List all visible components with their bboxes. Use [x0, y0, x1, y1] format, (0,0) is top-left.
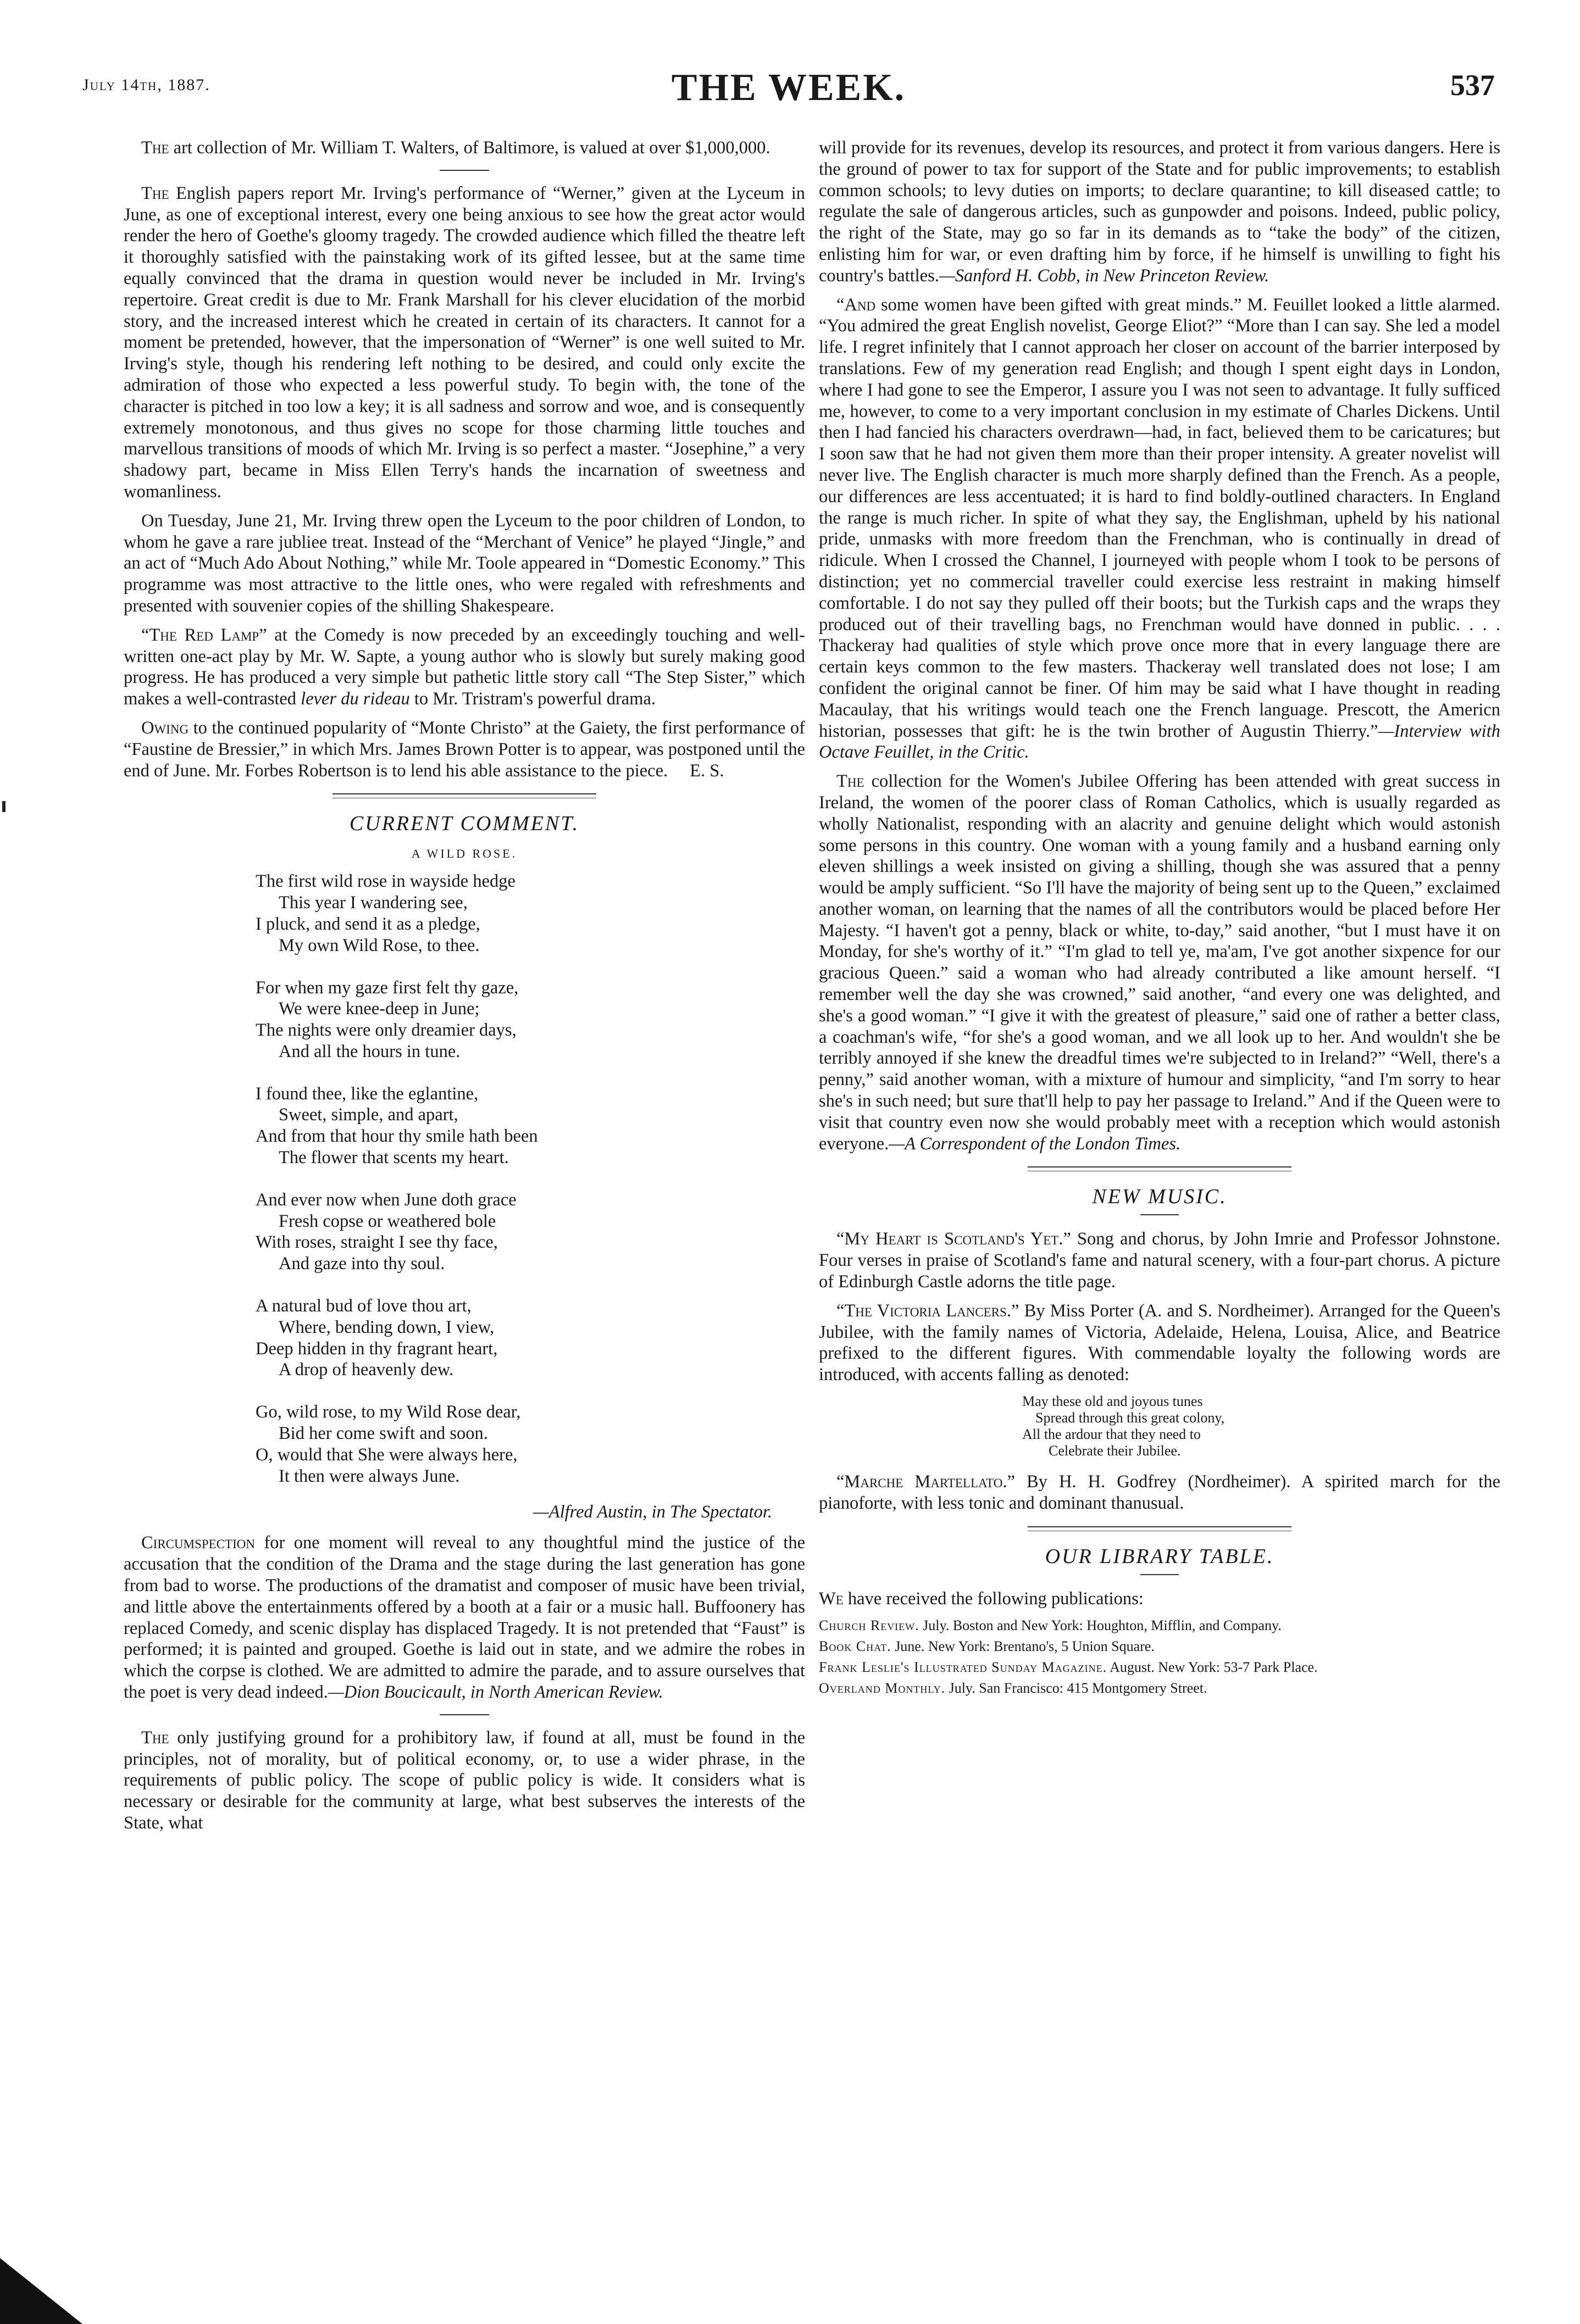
- lead-word: The: [836, 771, 864, 792]
- poem-line: And gaze into thy soul.: [279, 1254, 445, 1274]
- paragraph-prohibitory-law: [124, 1727, 805, 1834]
- poem-stanza: [256, 1083, 805, 1169]
- paragraph-feuillet-interview: [819, 294, 1500, 764]
- citation: —A Correspondent of the London Times.: [889, 1133, 1181, 1154]
- divider: [440, 1714, 489, 1715]
- paragraph-text-tail: to Mr. Tristram's powerful drama.: [409, 689, 656, 709]
- poem-line: A drop of heavenly dew.: [279, 1360, 454, 1380]
- poem-line: Where, bending down, I view,: [279, 1317, 495, 1337]
- divider: [1140, 1574, 1179, 1575]
- poem-line: Deep hidden in thy fragrant heart,: [256, 1338, 498, 1359]
- lead-word: The: [141, 138, 169, 158]
- divider: [440, 170, 489, 171]
- section-rule: [332, 793, 596, 794]
- paragraph-text: have received the following publications:: [843, 1588, 1144, 1609]
- poem-line: And all the hours in tune.: [279, 1041, 461, 1061]
- margin-mark: [2, 801, 5, 812]
- lead-word: “The Red Lamp: [141, 625, 259, 645]
- poem-line: Go, wild rose, to my Wild Rose dear,: [256, 1402, 521, 1422]
- right-column: [819, 137, 1500, 1700]
- verse-line: May these old and joyous tunes: [1022, 1393, 1203, 1410]
- left-column: [124, 137, 805, 1842]
- verse-line: Celebrate their Jubilee.: [1049, 1443, 1181, 1459]
- publication-details: July. Boston and New York: Houghton, Mifflin, and Company.: [919, 1617, 1282, 1634]
- poem-line: My own Wild Rose, to thee.: [279, 935, 480, 955]
- poem-line: I found thee, like the eglantine,: [256, 1083, 479, 1104]
- section-title-library-table: OUR LIBRARY TABLE.: [1045, 1544, 1274, 1568]
- paragraph-text: English papers report Mr. Irving's performance of “Werner,” given at the Lyceum in June, as one of exceptional interest, every one being anxious to see how the great actor would render the hero of Goethe's gloomy tragedy. The crowded audience which filled the theatre left it thoroughly satisfied with the painstaking work of its gifted lessee, but at the same time equally convinced that the drama in question would never be included in Mr. Irving's repertoire. Great credit is due to Mr. Frank Marshall for his clever elucidation of the morbid story, and the increased interest which he created in certain of its characters. It cannot for a moment be pretended, however, that the impersonation of “Werner” is one well suited to Mr. Irving's style, though his rendering left nothing to be desired, and could only excite the admiration of those who expected a less powerful study. To begin with, the tone of the character is pitched in too low a key; it is all sadness and sorrow and woe, and is consequently extremely monotonous, and thus gives no scope for those charming little touches and marvellous transitions of moods of which Mr. Irving is so perfect a master. “Josephine,” a very shadowy part, became in Miss Ellen Terry's hands the incarnation of sweetness and womanliness.: [124, 183, 805, 502]
- poem-stanza: [256, 1189, 805, 1275]
- poem-attribution: —Alfred Austin, in The Spectator.: [533, 1502, 772, 1522]
- poem-line: The nights were only dreamier days,: [256, 1020, 517, 1041]
- poem-stanza: [256, 977, 805, 1063]
- poem-line: Sweet, simple, and apart,: [279, 1105, 458, 1125]
- publication-list: [819, 1617, 1500, 1697]
- poem-stanza: [256, 1402, 805, 1487]
- poem-line: O, would that She were always here,: [256, 1444, 518, 1465]
- paragraph-text: ” at the Comedy is now preceded by an exceedingly touching and well-written one-act play by Mr. W. Sapte, a young author who is slowly but surely making good progress. He has produced a very simple but pathetic little story call “The Step Sister,” which makes a well-contrasted: [124, 625, 805, 709]
- lead-word: The: [141, 1727, 169, 1748]
- lead-word: Owing: [141, 718, 189, 738]
- paragraph-text: Song and chorus, by John Imrie and Professor Johnstone. Four verses in praise of Scotland's fame and natural scenery, with a four-part chorus. A picture of Edinburgh Castle adorns the title page.: [819, 1229, 1500, 1292]
- publication-entry: [819, 1659, 1500, 1676]
- lead-word: Circumspection: [141, 1533, 255, 1553]
- paragraph-text: for one moment will reveal to any thoughtful mind the justice of the accusation that the condition of the Drama and the stage during the last generation has gone from bad to worse. The productions of the dramatist and composer of music have been trivial, and little above the entertainments offered by a booth at a fair or a music hall. Buffoonery has replaced Comedy, and scenic display has displaced Tragedy. It is not pretended that “Faust” is performed; it is painted and grouped. Goethe is laid out in state, and we admire the robes in which the corpse is clothed. We are admitted to admire the parade, and to assure ourselves that the poet is very dead indeed.: [124, 1533, 805, 1703]
- paragraph-victoria-lancers: [819, 1300, 1500, 1386]
- lead-word: We: [819, 1588, 844, 1609]
- poem-line: Bid her come swift and soon.: [279, 1424, 488, 1444]
- paragraph-text: will provide for its revenues, develop its resources, and protect it from various dangers. Here is the ground of power to tax for support of the State and for public improvements; to establish common schools; to levy duties on imports; to declare quarantine; to kill diseased cattle; to regulate the sale of dangerous articles, such as gunpowder and poisons. Indeed, public policy, the right of the State, may go so far in its demands as to “take the body” of the citizen, enlisting him for war, or even drafting him by force, if he himself is unwilling to fight his country's battles.: [819, 138, 1500, 286]
- poem-line: We were knee-deep in June;: [279, 999, 480, 1019]
- paragraph-text: art collection of Mr. William T. Walters, of Baltimore, is valued at over $1,000,000.: [169, 138, 770, 158]
- poem-stanza: [256, 871, 805, 956]
- library-intro: [819, 1588, 1500, 1610]
- publication-details: June. New York: Brentano's, 5 Union Square.: [891, 1638, 1155, 1655]
- section-title-new-music: NEW MUSIC.: [1092, 1185, 1227, 1209]
- publication-entry: [819, 1617, 1500, 1634]
- publication-name: Frank Leslie's Illustrated Sunday Magazine.: [819, 1659, 1107, 1676]
- divider: [1140, 1214, 1179, 1215]
- paragraph-walters: [124, 137, 805, 159]
- page-header: [82, 66, 1495, 121]
- paragraph-irving-werner: [124, 183, 805, 503]
- paragraph-text: By Miss Porter (A. and S. Nordheimer). Arranged for the Queen's Jubilee, with the family names of Victoria, Adelaide, Helena, Louisa, Alice, and Beatrice prefixed to the different figures. With commendable loyalty the following words are introduced, with accents falling as denoted:: [819, 1300, 1500, 1385]
- lead-word: “My Heart is Scotland's Yet.”: [836, 1229, 1071, 1249]
- page-corner-shadow: [0, 2258, 82, 2324]
- poem-line: The flower that scents my heart.: [279, 1148, 509, 1168]
- poem-line: I pluck, and send it as a pledge,: [256, 914, 480, 934]
- poem-stanza: [256, 1296, 805, 1381]
- paragraph-text: collection for the Women's Jubilee Offering has been attended with great success in Ireland, the women of the poorer class of Roman Catholics, which is usually regarded as wholly Nationalist, responding with an alacrity and genuine delight which would astonish some persons in this country. One woman with a young family and a husband earning only eleven shillings a week insisted on giving a shilling, though she was assured that a penny would be amply sufficient. “So I'll have the majority of being sent up to the Queen,” exclaimed another woman, on learning that the names of all the contributors would be placed before Her Majesty. “I haven't got a penny, black or white, to-day,” said another, “but I must have it on Monday, for she's worthy of it.” “I'm glad to tell ye, ma'am, I've got another sixpence for our gracious Queen.” said a woman who had already contributed a like amount herself. “I remember well the day she was crowned,” said another, “and every one was delighted, and she's a good woman.” “I give it with the greatest of pleasure,” said one of rather a better class, a coachman's wife, “for she's a good woman, and we all look up to her. And wouldn't she be terribly annoyed if she knew the dreadful times we're subjected to in Ireland?” “Well, there's a penny,” said another woman, with a mixture of humour and simplicity, “and I'm sorry to hear she's in such need; but sure that'll help to pay her passage to Ireland.” And if the Queen were to visit that country even now she would probably meet with a reception which would astonish everyone.: [819, 771, 1500, 1154]
- citation: —Interview with Octave Feuillet, in the Critic.: [819, 721, 1500, 763]
- poem-line: This year I wandering see,: [279, 893, 468, 913]
- section-rule: [1028, 1526, 1291, 1527]
- paragraph-text: only justifying ground for a prohibitory law, if found at all, must be found in the principles, not of morality, but of political economy, or, to use a wider phrase, in the requirements of public policy. The scope of public policy is wide. It considers what is necessary or desirable for the community at large, what best subserves the interests of the State, what: [124, 1727, 805, 1833]
- section-rule: [1028, 1166, 1291, 1167]
- poem-line: Fresh copse or weathered bole: [279, 1211, 496, 1231]
- lancers-verse: [1022, 1393, 1500, 1459]
- paragraph-public-policy-cont: [819, 137, 1500, 287]
- italic-phrase: lever du rideau: [301, 689, 410, 709]
- paragraph-red-lamp: [124, 625, 805, 710]
- masthead-title: THE WEEK.: [671, 66, 906, 109]
- lead-word: The: [141, 183, 169, 203]
- paragraph-lyceum-treat: [124, 510, 805, 617]
- lead-word: “Marche Martellato.”: [836, 1472, 1015, 1492]
- issue-date: July 14th, 1887.: [82, 76, 210, 94]
- paragraph-monte-christo: [124, 718, 805, 781]
- paragraph-text: On Tuesday, June 21, Mr. Irving threw open the Lyceum to the poor children of London, to whom he gave a rare jubliee treat. Instead of the “Merchant of Venice” he played “Jingle,” and an act of “Much Ado About Nothing,” while Mr. Toole appeared in “Domestic Economy.” This programme was most attractive to the little ones, who were regaled with refreshments and presented with souvenier copies of the shilling Shakespeare.: [124, 510, 805, 616]
- poem-line: And ever now when June doth grace: [256, 1189, 517, 1210]
- poem-line: The first wild rose in wayside hedge: [256, 871, 515, 892]
- lead-word: “The Victoria Lancers.”: [836, 1300, 1019, 1321]
- publication-entry: [819, 1638, 1500, 1655]
- paragraph-text: to the continued popularity of “Monte Christo” at the Gaiety, the first performance of “Faustine de Bressier,” in which Mrs. James Brown Potter is to appear, was postponed until the end of June. Mr. Forbes Robertson is to lend his able assistance to the piece.: [124, 718, 805, 781]
- verse-line: All the ardour that they need to: [1022, 1426, 1201, 1443]
- citation: —Dion Boucicault, in North American Review.: [328, 1682, 663, 1703]
- page-number: 537: [1450, 69, 1495, 102]
- lead-word: “And: [836, 294, 876, 315]
- poem-line: For when my gaze first felt thy gaze,: [256, 977, 519, 998]
- publication-name: Overland Monthly.: [819, 1680, 946, 1697]
- paragraph-circumspection: [124, 1532, 805, 1703]
- publication-entry: [819, 1680, 1500, 1697]
- citation: —Sanford H. Cobb, in New Princeton Review.: [939, 265, 1269, 286]
- paragraph-text: some women have been gifted with great minds.” M. Feuillet looked a little alarmed. “You admired the great English novelist, George Eliot?” “More than I can say. She led a model life. I regret infinitely that I cannot approach her closer on account of the barrier interposed by translations. Few of my generation read English; and though I spent eight days in London, where I had gone to see the Emperor, I assure you I was not seen to advantage. It fully sufficed me, however, to come to a very important conclusion in my estimate of Charles Dickens. Until then I had fancied his characters overdrawn—had, in fact, believed them to be caricatures; but I soon saw that he had not given them more than their proper intensity. A greater novelist will never live. The English character is much more sharply defined than the French. As a people, our differences are less accentuated; it is hard to find boldly-outlined characters. In England the range is much richer. In spite of what they say, the Englishman, upheld by his national pride, unmasks with more freedom than the Frenchman, who is continually in dread of ridicule. When I crossed the Channel, I journeyed with people whom I took to be persons of distinction; yet no commercial traveller could exercise less restraint in making himself comfortable. I do not say they pulled off their boots; but the Turkish caps and the wraps they produced out of their travelling bags, no Frenchman would have donned in public. . . . Thackeray had qualities of style which prove once more that in every language there are certain keys common to the few masters. Thackeray well translated does not lose; I am confident the original cannot be finer. Of him may be said what I have thought in reading Macaulay, that his writings would teach one the French language. Prescott, the Americn historian, possesses that gift: he is the twin brother of Augustin Thierry.”: [819, 294, 1500, 741]
- publication-name: Church Review.: [819, 1617, 919, 1634]
- poem-line: With roses, straight I see thy face,: [256, 1232, 498, 1253]
- publication-name: Book Chat.: [819, 1638, 891, 1655]
- author-signature: E. S.: [690, 760, 724, 781]
- poem-line: It then were always June.: [279, 1466, 460, 1486]
- poem-line: And from that hour thy smile hath been: [256, 1126, 538, 1147]
- verse-line: Spread through this great colony,: [1035, 1410, 1225, 1426]
- paragraph-text: By H. H. Godfrey (Nordheimer). A spirited march for the pianoforte, with less tonic and dominant thanusual.: [819, 1472, 1500, 1513]
- paragraph-scotland-song: [819, 1228, 1500, 1292]
- publication-details: July. San Francisco: 415 Montgomery Street.: [945, 1680, 1207, 1697]
- publication-details: August. New York: 53-7 Park Place.: [1107, 1659, 1318, 1676]
- poem-line: A natural bud of love thou art,: [256, 1296, 472, 1316]
- poem-wild-rose: [256, 871, 805, 1487]
- paragraph-jubilee-offering: [819, 771, 1500, 1154]
- section-title-current-comment: CURRENT COMMENT.: [349, 812, 580, 836]
- paragraph-marche-martellato: [819, 1471, 1500, 1514]
- poem-title: A WILD ROSE.: [411, 847, 518, 861]
